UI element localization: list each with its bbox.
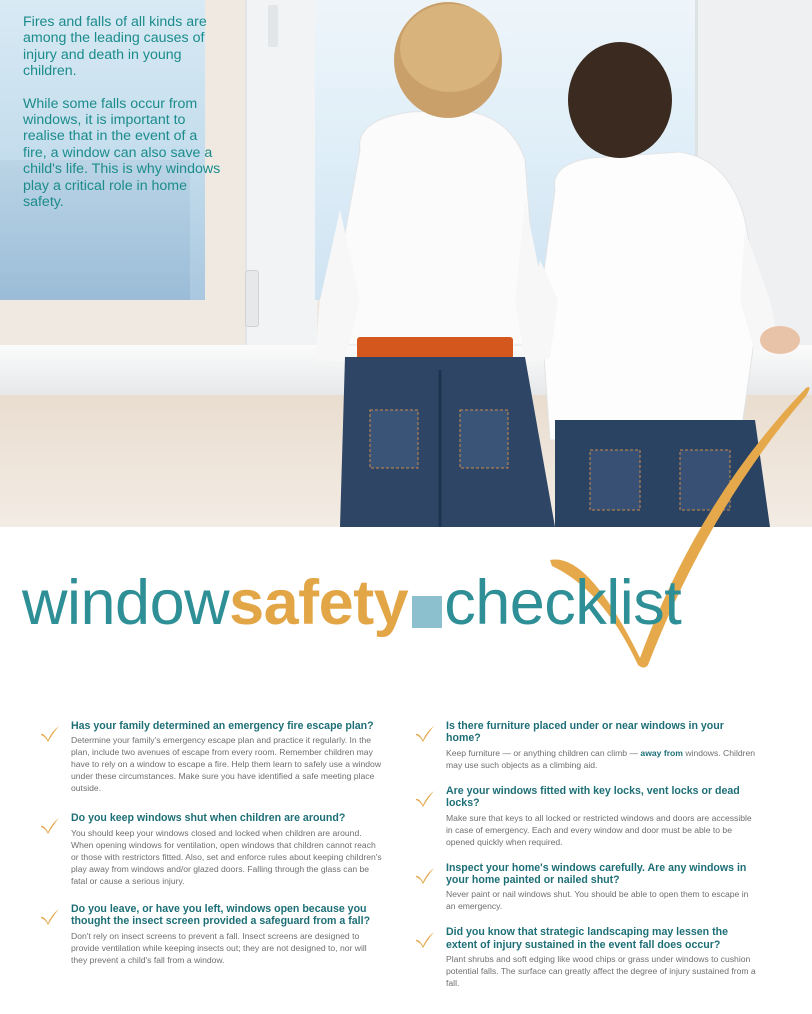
checklist-item — [415, 926, 760, 989]
title-word-window: window — [22, 568, 230, 638]
checklist-item — [415, 862, 760, 913]
checklist-item — [40, 812, 385, 886]
check-icon — [40, 725, 60, 742]
title-word-safety: safety — [229, 568, 409, 638]
checklist-question: Do you keep windows shut when children are around? — [71, 812, 346, 825]
checklist-answer: Make sure that keys to all locked or restricted windows and doors are accessible in case of emergency. Each and every window and door must be able to be opened quickly when required. — [446, 812, 752, 847]
checklist-question: Are your windows fitted with key locks, vent locks or dead locks? — [446, 784, 740, 810]
title-word-checklist-c: c — [444, 568, 476, 638]
checklist-answer: Determine your family's emergency escape plan and practice it regularly. In the plan, include two avenues of escape from every room. Remember children may have to rely on a window to escape a fire. Help them learn to safely use a window under these circumstances. Make sure you have identified a safe meeting place outside. — [71, 735, 382, 794]
intro-paragraph-2: While some falls occur from windows, it is important to realise that in the event of a fire, a window can also save a child's life. This is why windows play a critical role in home safety. — [23, 95, 221, 211]
answer-text-end: windows. Children may use such objects as a climbing aid. — [446, 747, 756, 770]
checklist-left-column — [40, 720, 385, 966]
checklist-answer: Never paint or nail windows shut. You should be able to open them to escape in an emergency. — [446, 889, 749, 912]
answer-text-bold: away from — [640, 747, 683, 758]
check-icon — [415, 790, 435, 807]
checklist-answer — [446, 747, 760, 771]
checklist-right-column — [415, 720, 760, 989]
check-icon — [415, 931, 435, 948]
checklist-item — [415, 720, 760, 771]
check-icon — [40, 908, 60, 925]
window-handle — [245, 270, 259, 327]
page-title — [22, 568, 681, 638]
checklist-question: Inspect your home's windows carefully. Are any windows in your home painted or nailed shut? — [446, 861, 747, 887]
title-checkbox-icon — [412, 596, 442, 628]
check-icon — [415, 867, 435, 884]
checklist-question: Has your family determined an emergency fire escape plan? — [71, 720, 374, 732]
checklist-question: Do you leave, or have you left, windows open because you thought the insect screen provided a safeguard from a fall? — [71, 902, 371, 928]
intro-paragraph-1: Fires and falls of all kinds are among the leading causes of injury and death in young children. — [23, 14, 207, 80]
checklist-item — [40, 903, 385, 966]
check-icon — [415, 725, 435, 742]
checklist-question: Did you know that strategic landscaping may lessen the extent of injury sustained in the event fall does occur? — [446, 926, 728, 951]
intro-text — [23, 14, 223, 226]
checklist-question: Is there furniture placed under or near windows in your home? — [446, 720, 724, 745]
check-icon — [40, 817, 60, 834]
checklist-item — [415, 785, 760, 848]
answer-text-start: Keep furniture — or anything children can climb — — [446, 747, 641, 758]
child-left — [315, 2, 555, 527]
window-latch — [268, 5, 278, 47]
checklist-answer: Plant shrubs and soft edging like wood chips or grass under windows to cushion potential falls. The surface can greatly affect the degree of injury sustained from a fall. — [446, 954, 756, 989]
checklist-answer: Don't rely on insect screens to prevent a fall. Insect screens are designed to provide ventilation while keeping insects out; they are not designed to, nor will they prevent a child's fall from a window. — [71, 930, 367, 965]
checklist-answer: You should keep your windows closed and locked when children are around. When opening windows for ventilation, open windows that children cannot reach or those with restrictors fitted. Also, set and enforce rules about keeping children's play away from windows and/or glazed doors. Falling through the glass can be fatal or cause a serious injury. — [71, 827, 382, 886]
title-word-checklist: hecklist — [475, 568, 682, 638]
checklist-item — [40, 720, 385, 794]
